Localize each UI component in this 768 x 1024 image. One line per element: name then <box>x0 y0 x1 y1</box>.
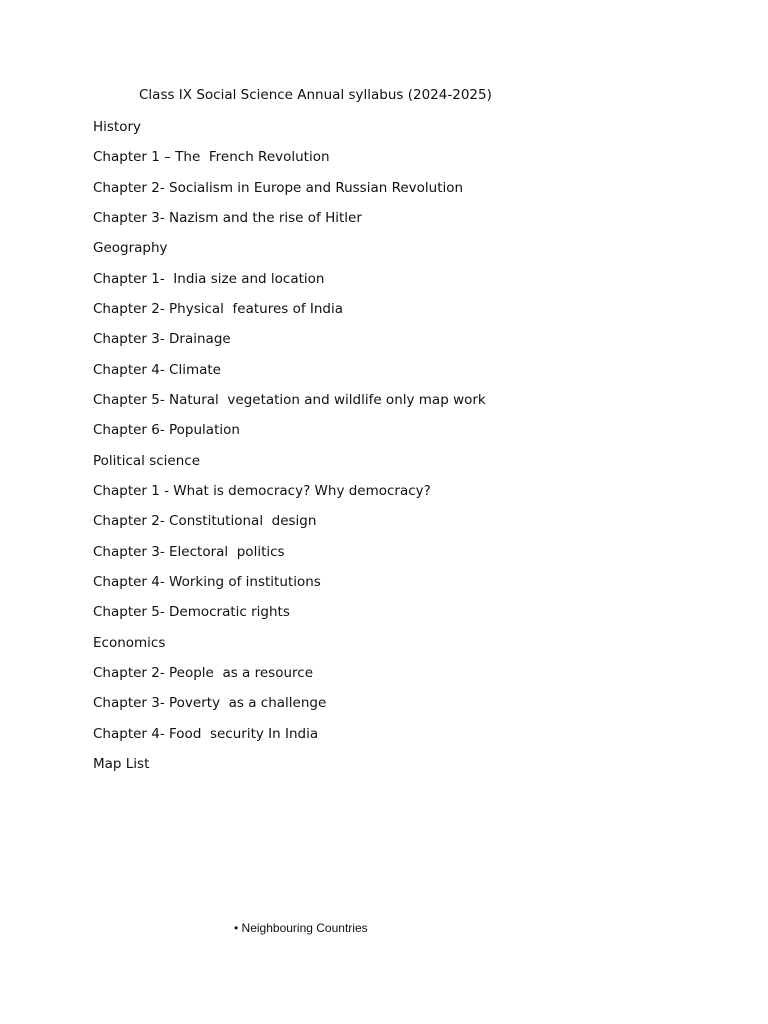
list-item: Chapter 2- People as a resource <box>93 664 314 681</box>
list-item: Chapter 3- Electoral politics <box>93 543 285 560</box>
list-item: Chapter 6- Population <box>93 422 240 439</box>
list-item: Chapter 2- Physical features of India <box>93 300 344 317</box>
section-heading-political-science: Political science <box>93 452 200 469</box>
section-heading-economics: Economics <box>93 634 166 651</box>
list-item: Chapter 4- Working of institutions <box>93 573 321 590</box>
list-item: Chapter 1- India size and location <box>93 270 325 287</box>
list-item: Chapter 2- Socialism in Europe and Russian Revolution <box>93 179 464 196</box>
section-heading-map-list: Map List <box>93 755 150 772</box>
section-heading-history: History <box>93 119 142 135</box>
list-item: Chapter 2- Constitutional design <box>93 513 317 530</box>
list-item: Chapter 4- Climate <box>93 361 221 378</box>
list-item: Chapter 5- Natural vegetation and wildlife only map work <box>93 391 486 408</box>
document-title: Class IX Social Science Annual syllabus (2024-2025) <box>139 87 492 103</box>
list-item: Chapter 3- Nazism and the rise of Hitler <box>93 209 362 226</box>
syllabus-list <box>93 117 486 784</box>
list-item: Chapter 3- Poverty as a challenge <box>93 695 327 712</box>
map-list-bullet-item: • Neighbouring Countries <box>234 921 368 935</box>
list-item: Chapter 5- Democratic rights <box>93 604 290 621</box>
section-heading-geography: Geography <box>93 240 168 257</box>
list-item: Chapter 1 - What is democracy? Why democracy? <box>93 482 431 499</box>
list-item: Chapter 3- Drainage <box>93 331 231 348</box>
list-item: Chapter 1 – The French Revolution <box>93 149 330 166</box>
list-item: Chapter 4- Food security In India <box>93 725 319 742</box>
